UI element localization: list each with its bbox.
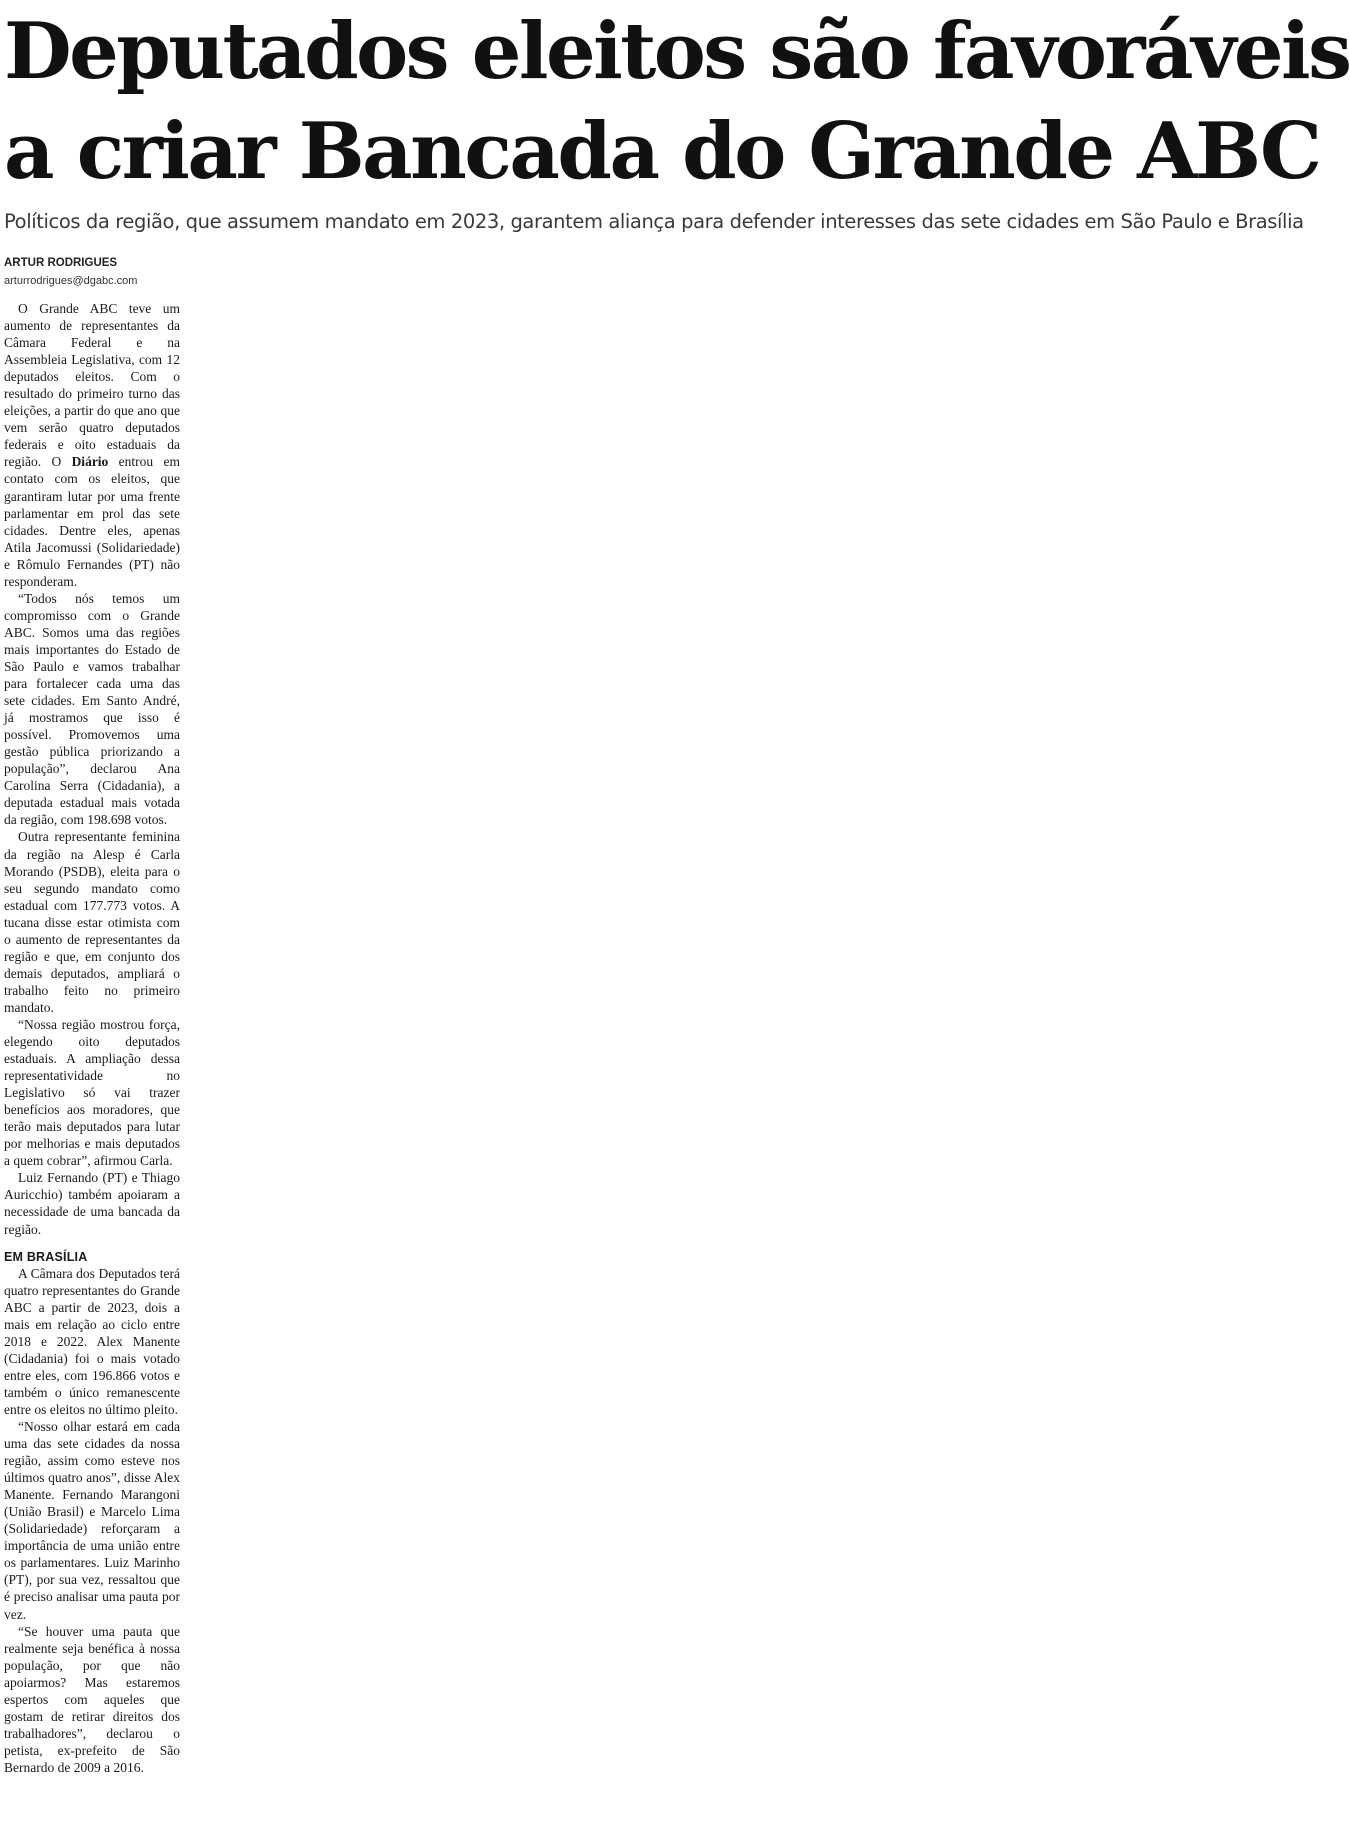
paragraph-5: Luiz Fernando (PT) e Thiago Auricchio) também apoiaram a necessidade de uma bancada da região. [4, 1170, 180, 1237]
headline-line-2: a criar Bancada do Grande ABC [4, 106, 1320, 197]
article-subheadline: Políticos da região, que assumem mandato em 2023, garantem aliança para defender interesses das sete cidades em São Paulo e Brasília [4, 210, 1304, 233]
paragraph-1-start: O Grande ABC teve um aumento de representantes da Câmara Federal e na Assembleia Legislativa, com 12 deputados eleitos. Com o resultado do primeiro turno das eleições, a partir do que ano que vem serão quatro deputados federais e oito estaduais da região. O [4, 301, 180, 470]
author-email: arturrodrigues@dgabc.com [4, 275, 138, 287]
article-body [4, 300, 180, 1776]
article-headline [4, 2, 1350, 202]
headline-line-1: Deputados eleitos são favoráveis [4, 6, 1350, 97]
paragraph-3: Outra representante feminina da região na Alesp é Carla Morando (PSDB), eleita para o seu segundo mandato como estadual com 177.773 votos. A tucana disse estar otimista com o aumento de representantes da região e que, em conjunto dos demais deputados, ampliará o trabalho feito no primeiro mandato. [4, 829, 180, 1015]
paragraph-6: A Câmara dos Deputados terá quatro representantes do Grande ABC a partir de 2023, dois a mais em relação ao ciclo entre 2018 e 2022. Alex Manente (Cidadania) foi o mais votado entre eles, com 196.866 votos e também o único remanescente entre os eleitos no último pleito. [4, 1265, 180, 1417]
author-byline: ARTUR RODRIGUES [4, 257, 118, 269]
paragraph-1 [4, 300, 180, 590]
newspaper-name: Diário [71, 454, 109, 470]
paragraph-2: “Todos nós temos um compromisso com o Grande ABC. Somos uma das regiões mais importantes do Estado de São Paulo e vamos trabalhar para fortalecer cada uma das sete cidades. Em Santo André, já mostramos que isso é possível. Promovemos uma gestão pública priorizando a população”, declarou Ana Carolina Serra (Cidadania), a deputada estadual mais votada da região, com 198.698 votos. [4, 590, 180, 828]
paragraph-7: “Nosso olhar estará em cada uma das sete cidades da nossa região, assim como esteve nos últimos quatro anos”, disse Alex Manente. Fernando Marangoni (União Brasil) e Marcelo Lima (Solidariedade) reforçaram a importância de uma união entre os parlamentares. Luiz Marinho (PT), por sua vez, ressaltou que é preciso analisar uma pauta por vez. [4, 1419, 180, 1622]
paragraph-4: “Nossa região mostrou força, elegendo oito deputados estaduais. A ampliação dessa representatividade no Legislativo só vai trazer benefícios aos moradores, que terão mais deputados para lutar por melhorias e mais deputados a quem cobrar”, afirmou Carla. [4, 1016, 180, 1169]
paragraph-1-end: entrou em contato com os eleitos, que garantiram lutar por uma frente parlamentar em prol das sete cidades. Dentre eles, apenas Atila Jacomussi (Solidariedade) e Rômulo Fernandes (PT) não responderam. [4, 454, 180, 589]
section-title: EM BRASÍLIA [4, 1249, 88, 1264]
paragraph-8: “Se houver uma pauta que realmente seja benéfica à nossa população, por que não apoiarmos? Mas estaremos espertos com aqueles que gostam de retirar direitos dos trabalhadores”, declarou o petista, ex-prefeito de São Bernardo de 2009 a 2016. [4, 1623, 180, 1775]
